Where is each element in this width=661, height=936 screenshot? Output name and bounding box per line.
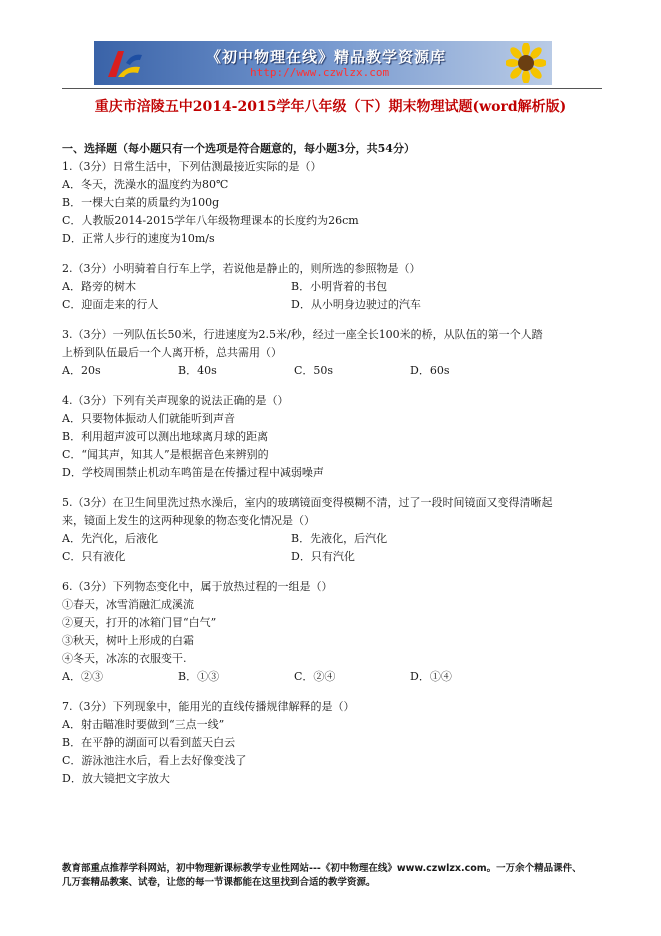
banner-url[interactable]: http://www.czwlzx.com — [250, 66, 390, 79]
option-row — [62, 362, 602, 380]
question-stem-line: ③秋天，树叶上形成的白霜 — [62, 634, 194, 647]
question-stem: 7.（3分）下列现象中，能用光的直线传播规律解释的是（） — [62, 700, 355, 713]
option-b: B．小明背着的书包 — [291, 280, 388, 293]
option-c: C．50s — [294, 364, 334, 377]
sunflower-icon — [506, 43, 546, 83]
option-c: C．游泳池注水后，看上去好像变浅了 — [62, 754, 247, 767]
option-a: A．20s — [62, 364, 101, 377]
question-spacer — [62, 314, 602, 326]
option-c: C．迎面走来的行人 — [62, 298, 159, 311]
option-a: A．只要物体振动人们就能听到声音 — [62, 412, 235, 425]
question-7 — [62, 698, 602, 788]
question-6 — [62, 578, 602, 686]
question-stem-line: 来，镜面上发生的这两种现象的物态变化情况是（） — [62, 514, 315, 527]
question-stem: 4.（3分）下列有关声现象的说法正确的是（） — [62, 394, 289, 407]
question-stem: 6.（3分）下列物态变化中，属于放热过程的一组是（） — [62, 580, 333, 593]
option-c: C．人教版2014-2015学年八年级物理课本的长度约为26cm — [62, 214, 359, 227]
option-d: D．学校周围禁止机动车鸣笛是在传播过程中减弱噪声 — [62, 466, 324, 479]
question-stem: 1.（3分）日常生活中，下列估测最接近实际的是（） — [62, 160, 322, 173]
document-title: 重庆市涪陵五中2014-2015学年八年级（下）期末物理试题(word解析版) — [94, 99, 567, 115]
header-divider — [62, 88, 602, 89]
question-1 — [62, 158, 602, 248]
option-a: A．路旁的树木 — [62, 280, 136, 293]
footer-line: 几万套精品教案、试卷，让您的每一节课都能在这里找到合适的教学资源。 — [62, 877, 376, 888]
site-logo-icon — [104, 45, 144, 81]
question-3 — [62, 326, 602, 380]
question-stem-line: ①春天，冰雪消融汇成溪流 — [62, 598, 194, 611]
option-b: B．在平静的湖面可以看到蓝天白云 — [62, 736, 236, 749]
question-2 — [62, 260, 602, 314]
question-5 — [62, 494, 602, 566]
option-b: B．利用超声波可以测出地球离月球的距离 — [62, 430, 269, 443]
option-b: B．①③ — [178, 670, 220, 683]
option-d: D．①④ — [410, 670, 452, 683]
option-d: D．正常人步行的速度为10m/s — [62, 232, 215, 245]
option-b: B．40s — [178, 364, 217, 377]
option-c: C．“闻其声，知其人”是根据音色来辨别的 — [62, 448, 269, 461]
section-heading: 一、选择题（每小题只有一个选项是符合题意的，每小题3分，共54分） — [62, 142, 415, 155]
site-banner[interactable] — [94, 41, 552, 85]
option-c: C．只有液化 — [62, 550, 126, 563]
option-row — [62, 278, 602, 296]
option-d: D．60s — [410, 364, 450, 377]
question-stem: 3.（3分）一列队伍长50米，行进速度为2.5米/秒，经过一座全长100米的桥，从队伍的第一个人踏 — [62, 328, 543, 341]
option-a: A．射击瞄准时要做到“三点一线” — [62, 718, 225, 731]
question-stem: 5.（3分）在卫生间里洗过热水澡后，室内的玻璃镜面变得模糊不清，过了一段时间镜面又变得清晰起 — [62, 496, 553, 509]
exam-content — [62, 140, 602, 788]
question-spacer — [62, 566, 602, 578]
option-row — [62, 296, 602, 314]
option-b: B．先液化，后汽化 — [291, 532, 388, 545]
page-footer — [62, 862, 622, 890]
question-stem-line: 上桥到队伍最后一个人离开桥，总共需用（） — [62, 346, 282, 359]
question-spacer — [62, 248, 602, 260]
option-d: D．只有汽化 — [291, 550, 355, 563]
question-stem-line: ②夏天，打开的冰箱门冒“白气” — [62, 616, 217, 629]
option-a: A．先汽化，后液化 — [62, 532, 158, 545]
option-row — [62, 668, 602, 686]
question-stem: 2.（3分）小明骑着自行车上学，若说他是静止的，则所选的参照物是（） — [62, 262, 421, 275]
footer-line: 教育部重点推荐学科网站，初中物理新课标教学专业性网站---《初中物理在线》www.czwlzx.com。一万余个精品课件、 — [62, 863, 582, 874]
option-row — [62, 548, 602, 566]
option-d: D．放大镜把文字放大 — [62, 772, 170, 785]
question-spacer — [62, 380, 602, 392]
question-stem-line: ④冬天，冰冻的衣服变干. — [62, 652, 187, 665]
option-d: D．从小明身边驶过的汽车 — [291, 298, 421, 311]
option-c: C．②④ — [294, 670, 336, 683]
question-4 — [62, 392, 602, 482]
banner-slogan: 《初中物理在线》精品教学资源库 — [206, 48, 447, 66]
option-a: A．②③ — [62, 670, 103, 683]
question-spacer — [62, 686, 602, 698]
option-row — [62, 530, 602, 548]
question-list — [62, 158, 602, 788]
option-b: B．一棵大白菜的质量约为100g — [62, 196, 220, 209]
option-a: A．冬天，洗澡水的温度约为80℃ — [62, 178, 229, 191]
question-spacer — [62, 482, 602, 494]
